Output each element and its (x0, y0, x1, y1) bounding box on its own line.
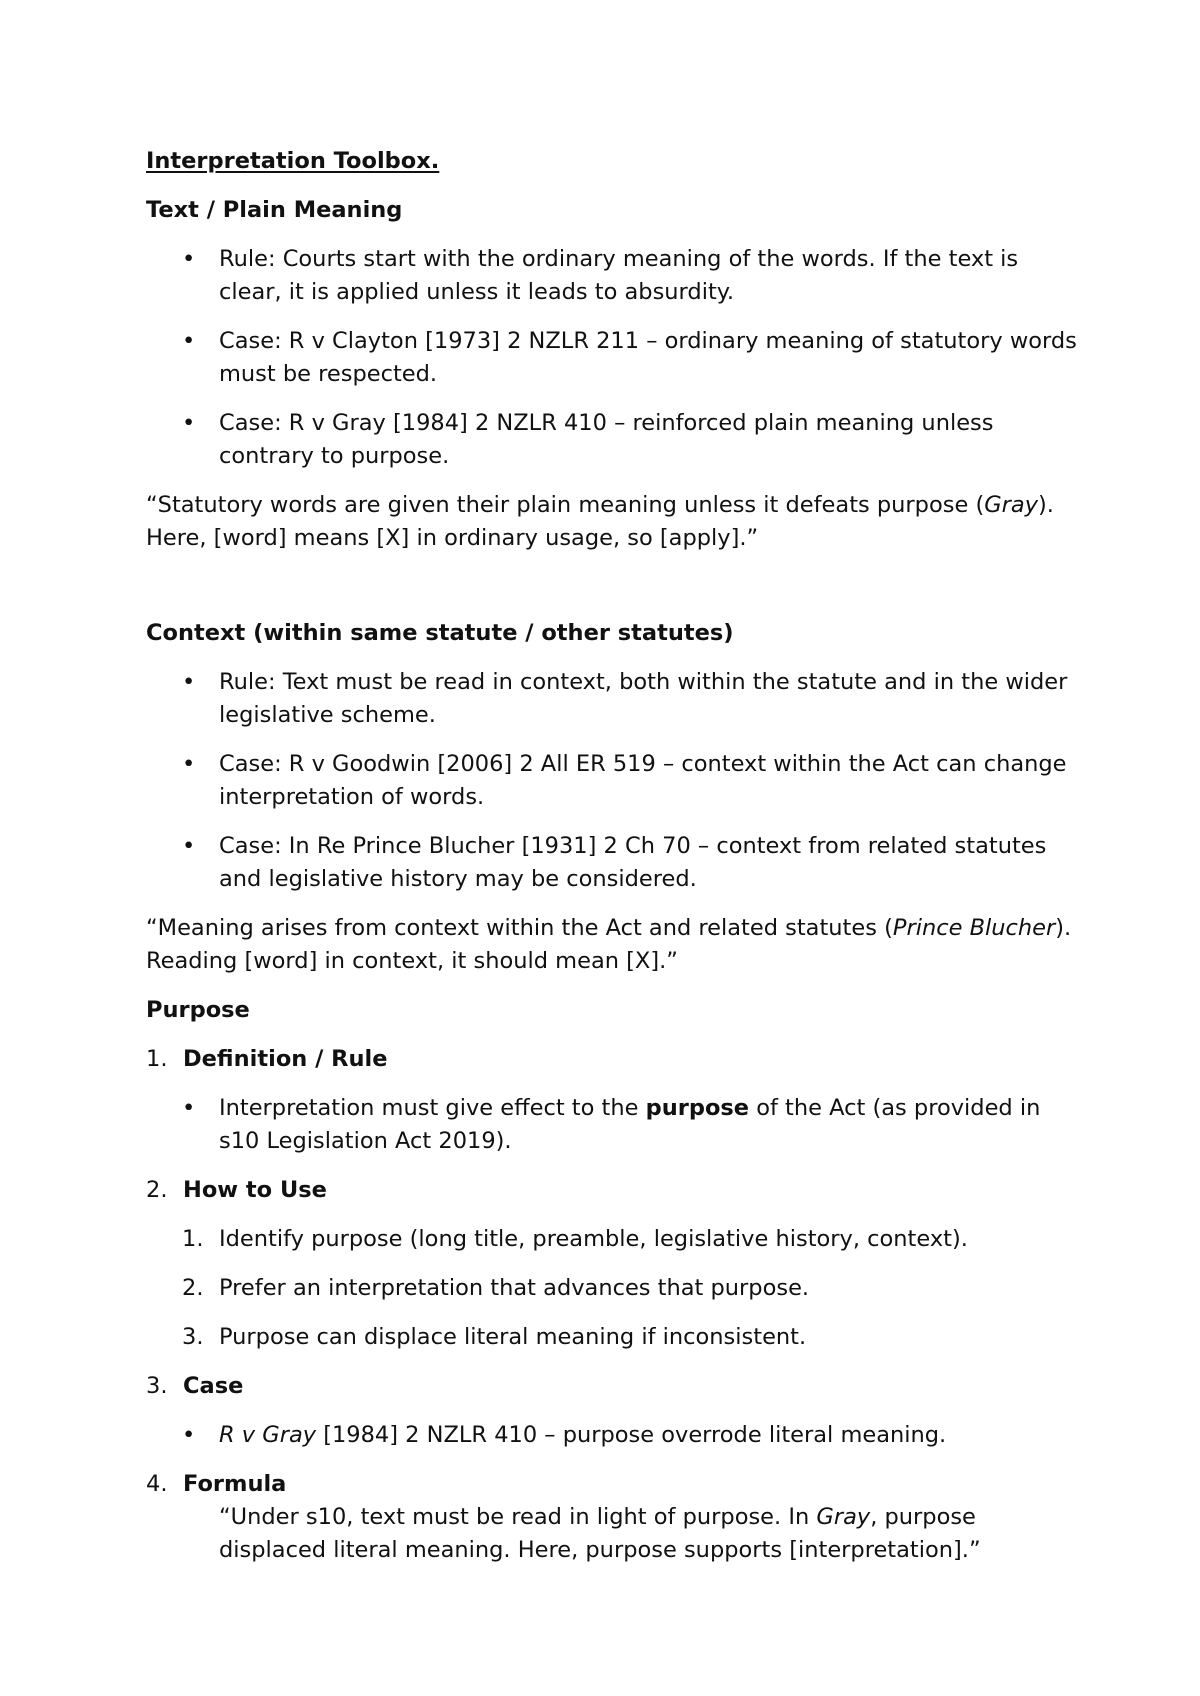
bullet-item: • Case: R v Clayton [1973] 2 NZLR 211 – ordinary meaning of statutory words must be respected. (146, 325, 1086, 391)
bullet-item (146, 1092, 1086, 1158)
step-text: Purpose can displace literal meaning if inconsistent. (219, 1324, 807, 1350)
formula-text: ). Here, [word] means [X] in ordinary usage, so [apply].” (146, 492, 1054, 551)
text-bullet-list (146, 243, 1086, 473)
case-bullet-list (146, 1419, 1086, 1452)
context-bullet-list (146, 666, 1086, 896)
step-number: 3. (182, 1324, 204, 1350)
context-formula-paragraph (146, 912, 1086, 978)
item-number: 2. (146, 1177, 168, 1203)
step-text: Identify purpose (long title, preamble, legislative history, context). (219, 1226, 968, 1252)
text-formula-paragraph (146, 489, 1086, 555)
case-name-italic: Gray (984, 492, 1039, 518)
case-name-italic: Gray (816, 1504, 871, 1530)
formula-text: ). Reading [word] in context, it should mean [X].” (146, 915, 1072, 974)
formula-text: “Statutory words are given their plain meaning unless it defeats purpose ( (146, 492, 985, 518)
bullet-text: [1984] 2 NZLR 410 – purpose overrode literal meaning. (316, 1422, 947, 1448)
step-item (146, 1321, 1086, 1354)
purpose-item-definition (146, 1043, 1086, 1076)
definition-bullet-list (146, 1092, 1086, 1158)
bullet-text: Interpretation must give effect to the (219, 1095, 646, 1121)
item-title: How to Use (183, 1177, 327, 1203)
formula-text: “Under s10, text must be read in light of purpose. In (219, 1504, 817, 1530)
item-number: 4. (146, 1471, 168, 1497)
item-title: Case (183, 1373, 244, 1399)
purpose-formula-paragraph (146, 1501, 1086, 1567)
purpose-item-case (146, 1370, 1086, 1403)
bullet-item: • Rule: Text must be read in context, both within the statute and in the wider legislative scheme. (146, 666, 1086, 732)
step-number: 2. (182, 1275, 204, 1301)
case-name-italic: Prince Blucher (892, 915, 1056, 941)
bullet-item: • Case: In Re Prince Blucher [1931] 2 Ch 70 – context from related statutes and legislative history may be considered. (146, 830, 1086, 896)
section-heading-text: Text / Plain Meaning (146, 197, 403, 223)
item-number: 1. (146, 1046, 168, 1072)
item-title: Formula (183, 1471, 287, 1497)
bold-keyword: purpose (645, 1095, 750, 1121)
step-number: 1. (182, 1226, 204, 1252)
formula-text: , purpose displaced literal meaning. Here, purpose supports [interpretation].” (219, 1504, 981, 1563)
document-body (146, 145, 1086, 1567)
step-item (146, 1272, 1086, 1305)
case-name-italic: R v Gray (219, 1422, 317, 1448)
section-heading-purpose: Purpose (146, 997, 250, 1023)
bullet-item: • Rule: Courts start with the ordinary meaning of the words. If the text is clear, it is applied unless it leads to absurdity. (146, 243, 1086, 309)
item-number: 3. (146, 1373, 168, 1399)
bullet-item: • Case: R v Goodwin [2006] 2 All ER 519 – context within the Act can change interpretation of words. (146, 748, 1086, 814)
document-title: Interpretation Toolbox. (146, 148, 440, 174)
bullet-item: • Case: R v Gray [1984] 2 NZLR 410 – reinforced plain meaning unless contrary to purpose. (146, 407, 1086, 473)
formula-text: “Meaning arises from context within the Act and related statutes ( (146, 915, 893, 941)
step-item (146, 1223, 1086, 1256)
step-text: Prefer an interpretation that advances that purpose. (219, 1275, 810, 1301)
purpose-item-formula (146, 1468, 1086, 1501)
bullet-text: of the Act (as provided in s10 Legislation Act 2019). (219, 1095, 1041, 1154)
how-to-use-steps (146, 1223, 1086, 1354)
item-title: Definition / Rule (183, 1046, 388, 1072)
bullet-item (146, 1419, 1086, 1452)
section-heading-context: Context (within same statute / other statutes) (146, 620, 734, 646)
purpose-item-how-to-use (146, 1174, 1086, 1207)
